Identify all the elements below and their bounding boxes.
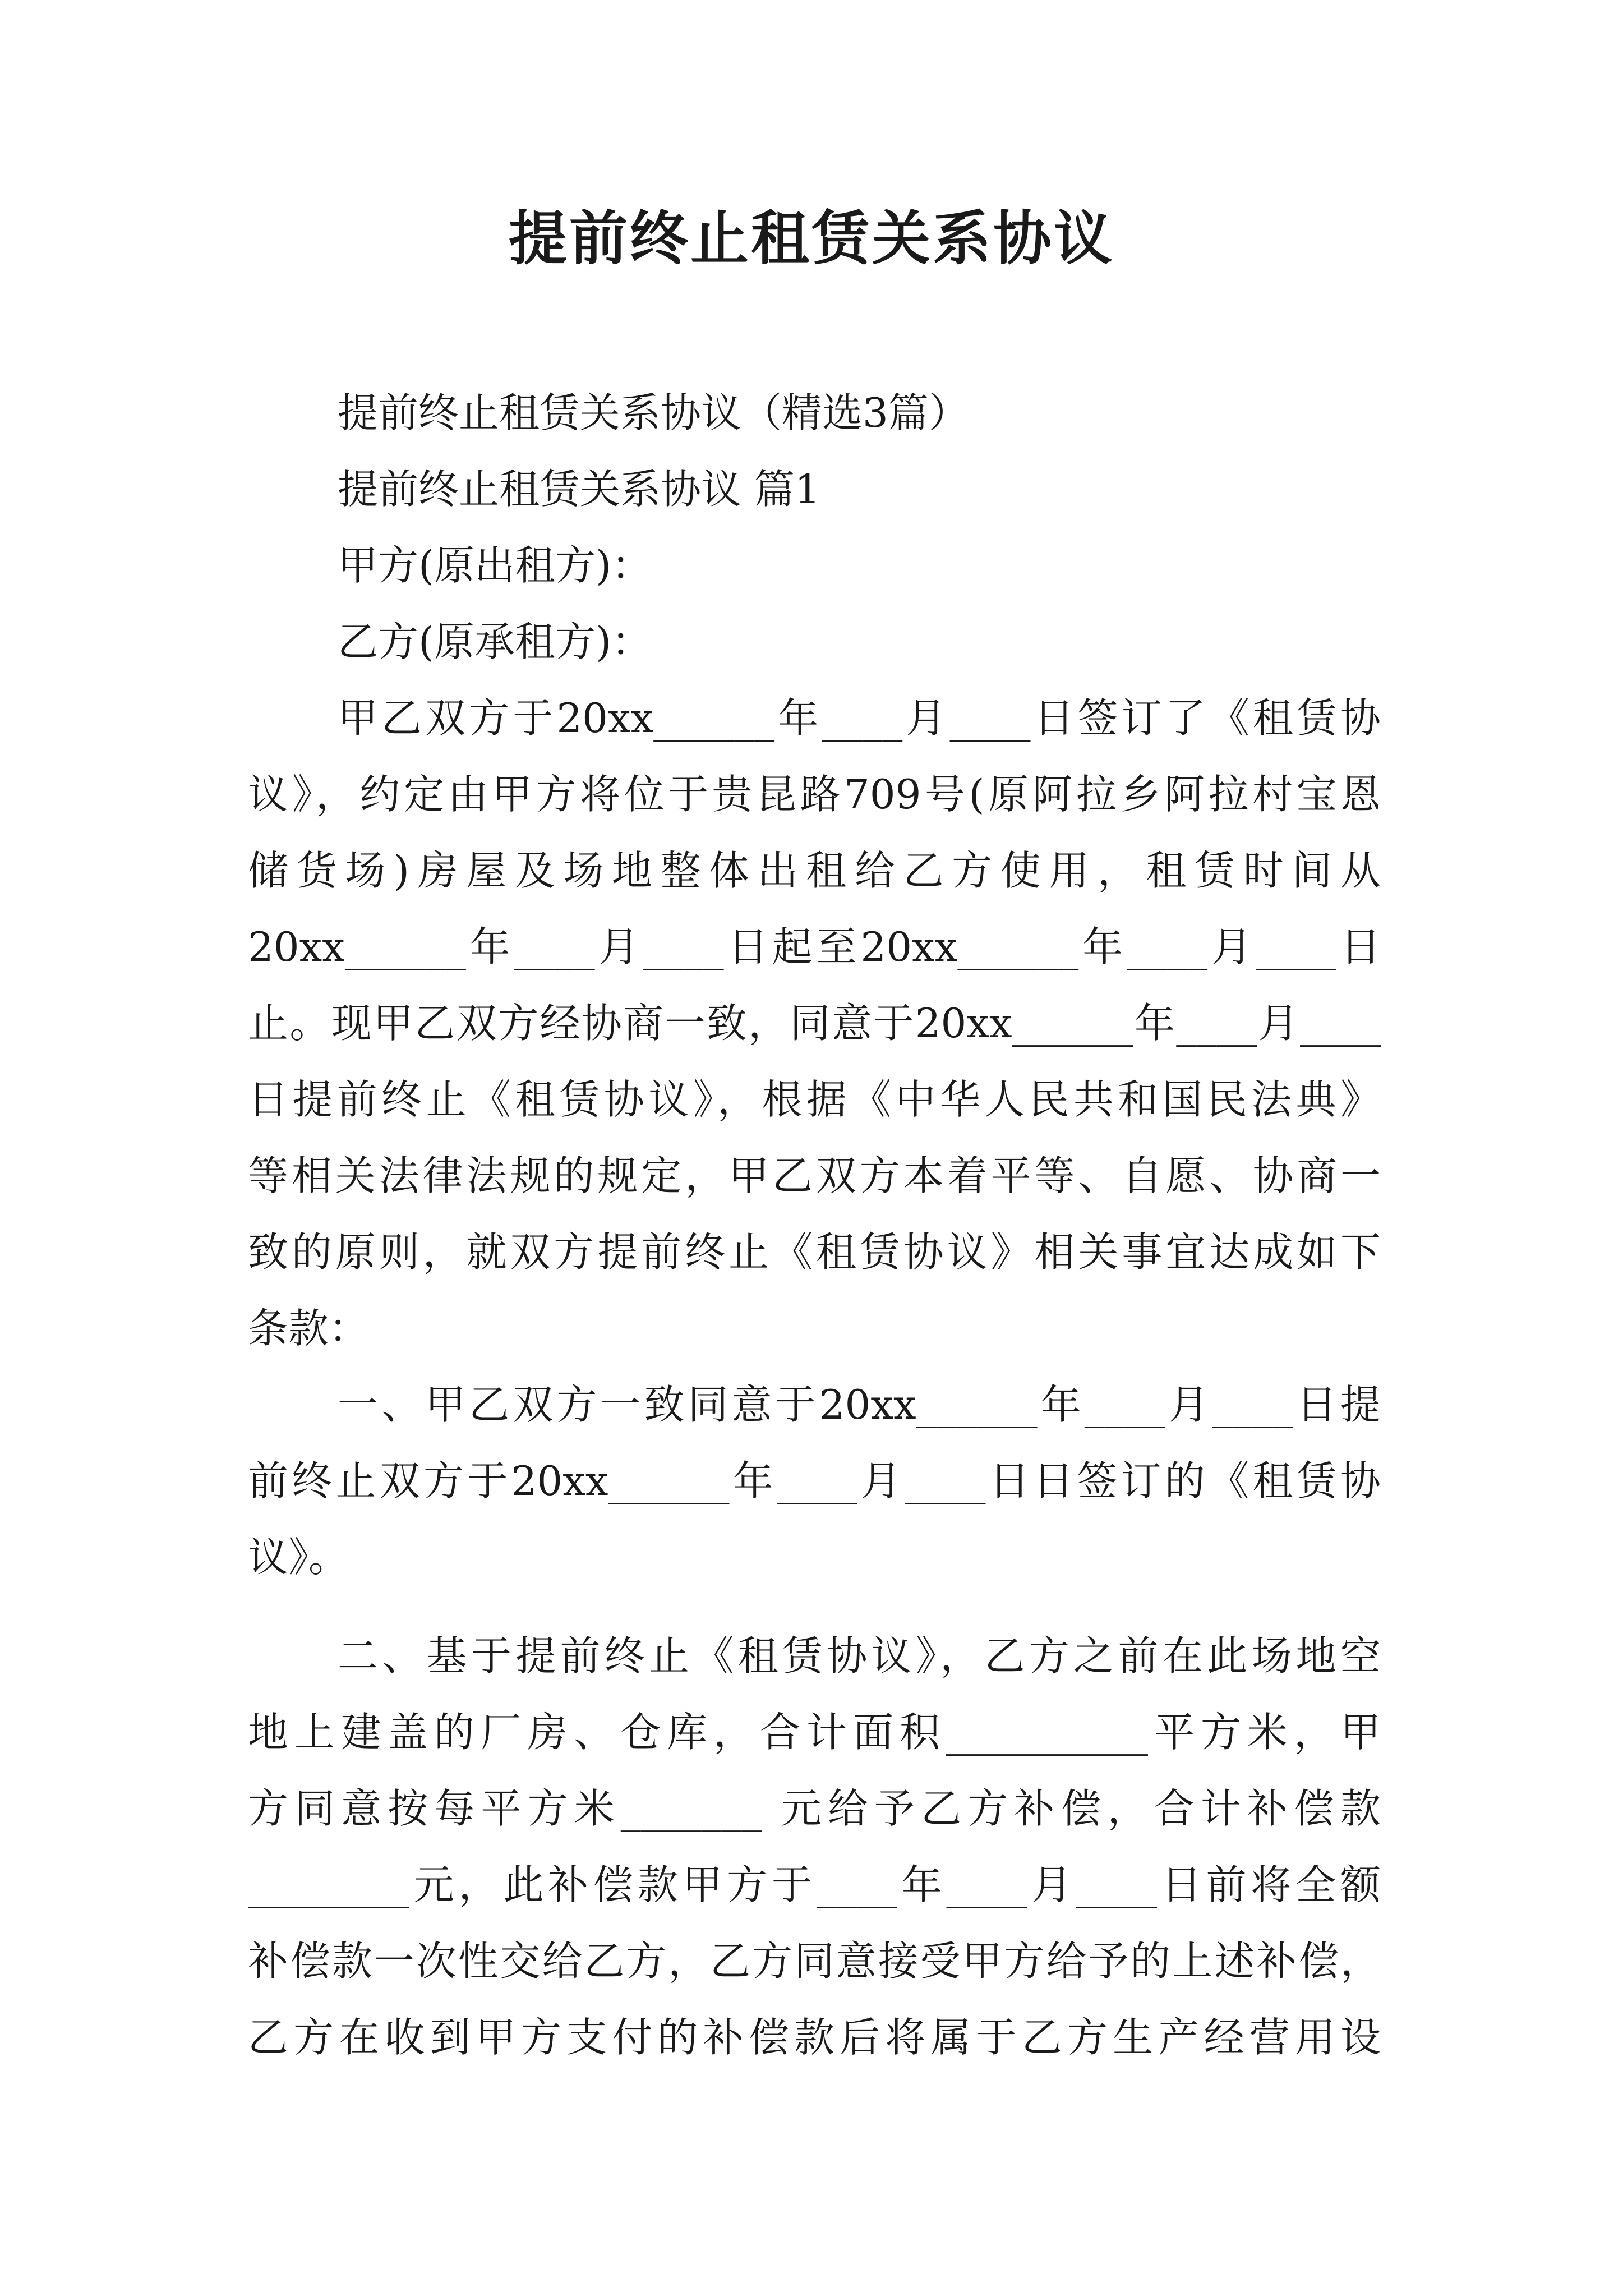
paragraph-line: 止。现甲乙双方经协商一致，同意于20xx______年____月____ xyxy=(248,1000,1381,1047)
document-body xyxy=(248,375,1381,2076)
clause-2-line: 补偿款一次性交给乙方，乙方同意接受甲方给予的上述补偿， xyxy=(248,1938,1381,1985)
clause-1-line: 议》。 xyxy=(248,1534,349,1581)
paragraph-line: 甲乙双方于20xx______年____月____日签订了《租赁协 xyxy=(338,694,1381,742)
paragraph-line: 议》，约定由甲方将位于贵昆路709号(原阿拉乡阿拉村宝恩 xyxy=(248,771,1381,818)
paragraph-line: 20xx______年____月____日起至20xx______年____月____日 xyxy=(248,923,1381,970)
clause-2-line: ________元，此补偿款甲方于____年____月____日前将全额 xyxy=(248,1861,1381,1908)
paragraph-line: 条款： xyxy=(248,1305,370,1352)
clause-2-line: 地上建盖的厂房、仓库，合计面积__________平方米，甲 xyxy=(248,1709,1381,1756)
document-title: 提前终止租赁关系协议 xyxy=(508,204,1114,273)
party-b-line: 乙方(原承租方)： xyxy=(338,618,652,665)
party-a-line: 甲方(原出租方)： xyxy=(338,542,652,589)
clause-2-line: 乙方在收到甲方支付的补偿款后将属于乙方生产经营用设 xyxy=(248,2014,1381,2061)
paragraph-line: 储货场)房屋及场地整体出租给乙方使用，租赁时间从 xyxy=(248,847,1381,894)
subtitle-line: 提前终止租赁关系协议（精选3篇） xyxy=(338,389,969,436)
paragraph-line: 等相关法律法规的规定，甲乙双方本着平等、自愿、协商一 xyxy=(248,1152,1381,1199)
clause-1-line: 前终止双方于20xx______年____月____日日签订的《租赁协 xyxy=(248,1457,1381,1504)
section-heading: 提前终止租赁关系协议 篇1 xyxy=(338,466,820,513)
clause-2-line: 方同意按每平方米_______ 元给予乙方补偿，合计补偿款 xyxy=(248,1785,1381,1832)
paragraph-line: 致的原则，就双方提前终止《租赁协议》相关事宜达成如下 xyxy=(248,1228,1381,1276)
clause-1-line: 一、甲乙双方一致同意于20xx______年____月____日提 xyxy=(338,1381,1381,1428)
paragraph-line: 日提前终止《租赁协议》，根据《中华人民共和国民法典》 xyxy=(248,1076,1381,1123)
clause-2-line: 二、基于提前终止《租赁协议》，乙方之前在此场地空 xyxy=(338,1632,1381,1680)
